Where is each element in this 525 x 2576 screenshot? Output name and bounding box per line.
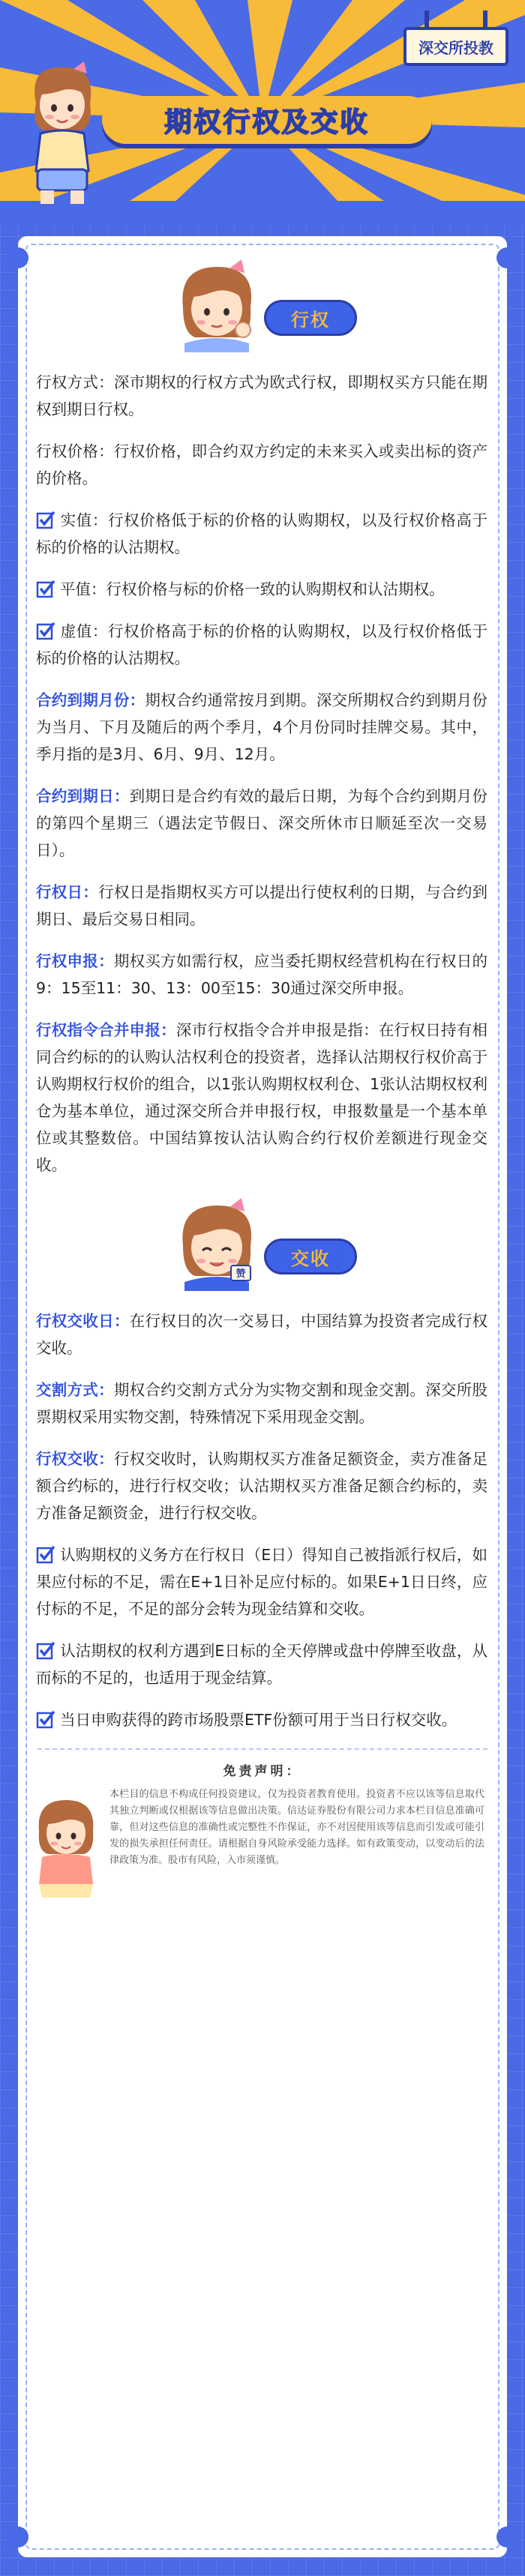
section-header-settlement — [26, 1194, 500, 1297]
term-label: 合约到期日： — [36, 787, 130, 805]
article-body — [26, 255, 500, 1914]
paragraph-out-of-the-money — [26, 618, 500, 672]
checkbox-checked-icon — [36, 621, 56, 640]
paragraph-exercise-style: 行权方式：深市期权的行权方式为欧式行权，即期权买方只能在期权到期日行权。 — [36, 373, 488, 418]
paragraph-strike-price: 行权价格：行权价格，即合约双方约定的未来买入或卖出标的资产的价格。 — [36, 442, 488, 487]
cartoon-girl-illustration — [21, 58, 104, 208]
term-label: 行权申报： — [36, 952, 114, 970]
paragraph-text: 期权合约通常按月到期。深交所期权合约到期月份为当月、下月及随后的两个季月，4个月份同时挂牌交易。其中，季月指的是3月、6月、9月、12月。 — [36, 691, 488, 763]
paragraph-text: 虚值：行权价格高于标的价格的认购期权，以及行权价格低于标的价格的认沽期权。 — [36, 622, 488, 667]
paragraph-text: 实值：行权价格低于标的价格的认购期权，以及行权价格高于标的价格的认沽期权。 — [36, 511, 488, 556]
paragraph-text: 深市行权指令合并申报是指：在行权日持有相同合约标的的认购认沽权利仓的投资者，选择认沽期权行权价高于认购期权行权价的组合，以1张认购期权权利仓、1张认沽期权权利仓为基本单位，通过深交所合并申报行权，申报数量是一个基本单位或其整数倍。中国结算按认沽认购合约行权价差额进行现金交收。 — [36, 1021, 488, 1174]
paragraph-text: 期权买方如需行权，应当委托期权经营机构在行权日的9：15至11：30、13：00至15：30通过深交所申报。 — [36, 952, 488, 997]
card-notch — [8, 2527, 28, 2548]
paragraph-at-the-money — [26, 576, 500, 603]
term-label: 行权交收： — [36, 1450, 114, 1468]
card-notch — [496, 247, 518, 268]
checkbox-checked-icon — [36, 1544, 56, 1564]
card-notch — [496, 2527, 518, 2548]
paragraph-exercise-date — [26, 879, 500, 933]
paragraph-text: 当日申购获得的跨市场股票ETF份额可用于当日行权交收。 — [60, 1711, 458, 1729]
term-label: 行权日： — [36, 883, 99, 901]
cartoon-girl-icon — [32, 1794, 100, 1899]
paragraph-call-obligor — [26, 1541, 500, 1622]
thumbs-up-girl-icon — [168, 1194, 266, 1291]
paragraph-delivery-method — [26, 1376, 500, 1430]
disclaimer-text: 本栏目的信息不构成任何投资建议，仅为投资者教育使用。投资者不应以该等信息取代其独立判断或仅根据该等信息做出决策。信达证券股份有限公司力求本栏目信息准确可靠，但对这些信息的准确性或完整性不作保证，亦不对因使用该等信息而引发或可能引发的损失承担任何责任。请根据自身风险承受能力选择。如有政策变动，以变动后的法律政策为准。股市有风险，入市须谨慎。 — [110, 1789, 484, 1866]
paragraph-text: 认沽期权的权利方遇到E日标的全天停牌或盘中停牌至收盘，从而标的不足的，也适用于现金结算。 — [36, 1642, 488, 1687]
paragraph-text: 到期日是合约有效的最后日期，为每个合约到期月份的第四个星期三（遇法定节假日、深交所休市日顺延至次一交易日）。 — [36, 787, 488, 859]
header-banner — [0, 0, 525, 225]
paragraph-etf-shares — [26, 1706, 500, 1733]
like-badge: 赞 — [236, 1269, 246, 1280]
paragraph-expiry-months — [26, 687, 500, 768]
paragraph-put-holder — [26, 1637, 500, 1691]
checkbox-checked-icon — [36, 579, 56, 598]
paragraph-expiry-date — [26, 783, 500, 864]
paragraph-text: 期权合约交割方式分为实物交割和现金交割。深交所股票期权采用实物交割，特殊情况下采用现金交割。 — [36, 1381, 488, 1426]
section-pill-settlement: 交收 — [264, 1239, 357, 1275]
checkbox-checked-icon — [36, 510, 56, 529]
paragraph-exercise-settlement — [26, 1445, 500, 1526]
paragraph-text: 认购期权的义务方在行权日（E日）得知自己被指派行权后，如果应付标的不足，需在E+1日补足应付标的。如果E+1日日终，应付标的不足，不足的部分会转为现金结算和交收。 — [36, 1546, 488, 1618]
page-title: 期权行权及交收 — [102, 96, 432, 144]
checkbox-checked-icon — [36, 1709, 56, 1729]
sign-text: 深交所投教 — [404, 27, 508, 66]
section-header-exercise — [26, 255, 500, 358]
section-pill-exercise: 行权 — [264, 300, 357, 336]
term-label: 行权交收日： — [36, 1312, 130, 1330]
paragraph-in-the-money — [26, 507, 500, 561]
paragraph-text: 行权日是指期权买方可以提出行使权利的日期，与合约到期日、最后交易日相同。 — [36, 883, 488, 928]
term-label: 交割方式： — [36, 1381, 114, 1399]
checkbox-checked-icon — [36, 1640, 56, 1660]
disclaimer-title: 免责声明： — [223, 1764, 302, 1779]
paragraph-text: 平值：行权价格与标的价格一致的认购期权和认沽期权。 — [60, 580, 445, 598]
term-label: 行权指令合并申报： — [36, 1021, 176, 1039]
paragraph-settlement-date — [26, 1307, 500, 1361]
investor-education-sign — [404, 10, 508, 69]
term-label: 合约到期月份： — [36, 691, 146, 709]
paragraph-exercise-declaration — [26, 948, 500, 1002]
paragraph-text: 行权交收时，认购期权买方准备足额资金，卖方准备足额合约标的，进行行权交收；认沽期权买方准备足额合约标的，卖方准备足额资金，进行行权交收。 — [36, 1450, 488, 1522]
thinking-girl-icon — [168, 255, 266, 352]
disclaimer-section — [26, 1787, 500, 1914]
paragraph-combined-declaration — [26, 1017, 500, 1179]
paragraph-text: 在行权日的次一交易日，中国结算为投资者完成行权交收。 — [36, 1312, 488, 1357]
disclaimer-divider — [38, 1748, 488, 1751]
